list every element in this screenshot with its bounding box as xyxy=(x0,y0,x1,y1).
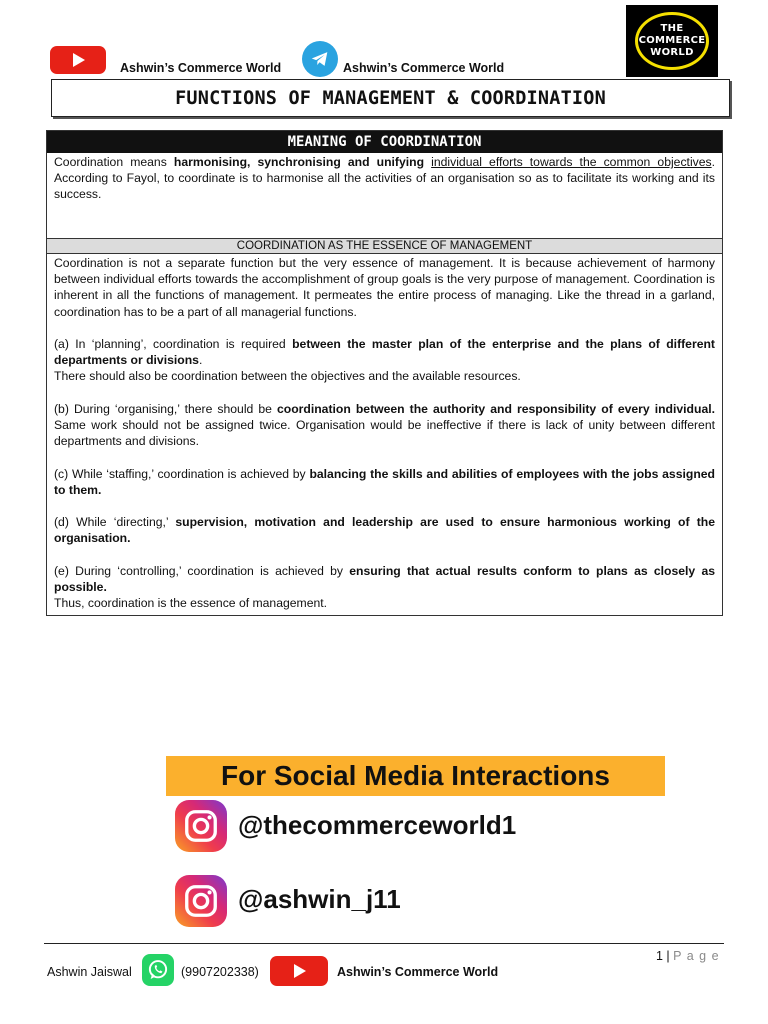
meaning-bold: harmonising, synchronising and unifying xyxy=(173,155,425,169)
point-d-text: (d) While ‘directing,’ xyxy=(54,515,176,530)
page-number-label xyxy=(656,949,720,963)
point-b-rest: Same work should not be assigned twice. Organisation would be ineffective if there is lack of unity between different departments and divisions. xyxy=(54,418,715,449)
footer-channel[interactable]: Ashwin’s Commerce World xyxy=(337,965,499,979)
meaning-text-1: Coordination means xyxy=(54,155,174,169)
point-a-text: (a) In ‘planning’, coordination is required xyxy=(54,337,293,351)
point-d xyxy=(54,514,715,546)
social-banner-text: For Social Media Interactions xyxy=(221,760,610,791)
point-e-bold: ensuring that actual results conform to plans as closely as possible. xyxy=(54,563,716,594)
instagram-icon[interactable] xyxy=(175,800,227,852)
page-word: P a g e xyxy=(673,949,720,963)
point-a-bold: between the master plan of the enterprise and the plans of different departments or divisions xyxy=(54,337,715,368)
point-b-bold: coordination between the authority and responsibility of every individual. xyxy=(277,401,715,416)
footer-author: Ashwin Jaiswal xyxy=(47,965,132,979)
point-c-bold: balancing the skills and abilities of employees with the jobs assigned to them. xyxy=(54,466,715,497)
whatsapp-icon[interactable] xyxy=(142,954,174,986)
logo-line-2: COMMERCE xyxy=(638,35,706,46)
essence-heading: COORDINATION AS THE ESSENCE OF MANAGEMENT xyxy=(47,238,722,254)
point-c xyxy=(54,466,715,498)
meaning-paragraph xyxy=(54,154,715,203)
footer-divider xyxy=(44,943,724,944)
meaning-underlined: individual efforts towards the common objectives xyxy=(431,155,712,169)
logo-line-3: WORLD xyxy=(650,47,694,58)
point-b-text: (b) During ‘organising,’ there should be xyxy=(54,401,277,416)
page-number: 1 xyxy=(656,949,663,963)
point-e xyxy=(54,563,715,595)
point-c-text: (c) While ‘staffing,’ coordination is achieved by xyxy=(54,466,310,481)
page-title-box xyxy=(51,79,730,117)
telegram-channel-name: Ashwin’s Commerce World xyxy=(343,61,505,75)
meaning-heading: MEANING OF COORDINATION xyxy=(47,131,722,153)
meaning-cell xyxy=(47,153,722,238)
point-a-end: . xyxy=(198,353,203,368)
youtube-icon[interactable] xyxy=(50,46,106,74)
essence-intro: Coordination is not a separate function but the very essence of management. It is because achievement of harmony between individual efforts towards the accomplishment of group goals is the very purpose of management. Coordination is inherent in all the functions of management. It permeates the entire process of managing. Like the thread in a garland, coordination has to be a part of all managerial functions. xyxy=(54,256,715,319)
youtube-channel-name: Ashwin’s Commerce World xyxy=(120,61,282,75)
youtube-icon[interactable] xyxy=(270,956,328,986)
social-banner xyxy=(166,756,665,796)
meaning-text-2: . According to Fayol, to coordinate is to harmonise all the activities of an organisation so as to facilitate its working and its success. xyxy=(54,155,716,202)
instagram-icon[interactable] xyxy=(175,875,227,927)
footer-phone[interactable]: (9907202338) xyxy=(181,965,259,979)
page-separator: | xyxy=(662,949,674,963)
page-title: FUNCTIONS OF MANAGEMENT & COORDINATION xyxy=(175,87,606,109)
point-d-bold: supervision, motivation and leadership are used to ensure harmonious working of the organisation. xyxy=(54,515,715,546)
notes-table xyxy=(46,130,723,616)
commerce-world-logo xyxy=(626,5,718,77)
point-e-text: (e) During ‘controlling,’ coordination is achieved by xyxy=(54,563,350,578)
point-a-note: There should also be coordination between the objectives and the available resources. xyxy=(54,369,521,384)
essence-cell xyxy=(47,254,722,615)
instagram-handle-1[interactable]: @thecommerceworld1 xyxy=(238,810,517,840)
telegram-icon[interactable] xyxy=(302,41,338,77)
point-b xyxy=(54,401,715,450)
point-a xyxy=(54,336,715,368)
instagram-handle-2[interactable]: @ashwin_j11 xyxy=(238,884,401,914)
logo-line-1: THE xyxy=(660,23,684,34)
conclusion: Thus, coordination is the essence of management. xyxy=(54,596,328,611)
